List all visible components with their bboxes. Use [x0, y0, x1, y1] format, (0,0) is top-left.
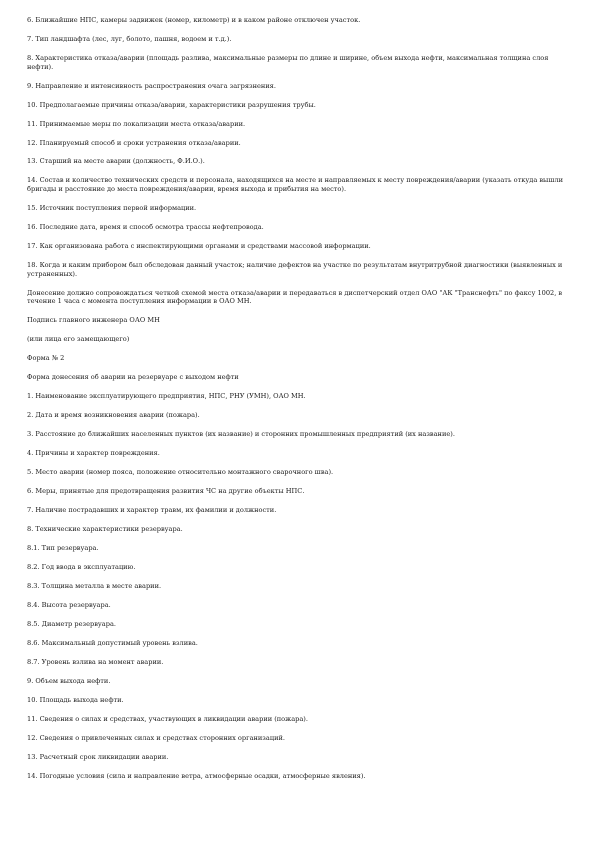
- form2-item-9: 9. Объем выхода нефти.: [27, 676, 111, 685]
- form2-item-8-4: 8.4. Высота резервуара.: [27, 600, 111, 609]
- form2-item-5: 5. Место аварии (номер пояса, положение относительно монтажного сварочного шва).: [27, 468, 334, 477]
- form2-item-3: 3. Расстояние до ближайших населенных пунктов (их название) и сторонних промышленных предприятий (их название).: [27, 430, 455, 439]
- chief-engineer-signature: Подпись главного инженера ОАО МН: [27, 316, 160, 325]
- form2-item-2: 2. Дата и время возникновения аварии (пожара).: [27, 411, 200, 420]
- form2-item-8-2: 8.2. Год ввода в эксплуатацию.: [27, 562, 136, 571]
- report-submission-note: Донесение должно сопровождаться четкой схемой места отказа/аварии и передаваться в диспетчерский отдел ОАО "АК "Транснефть" по факсу 1002, в течение 1 часа с момента поступления информации в ОАО МН.: [27, 288, 563, 306]
- form2-item-8-5: 8.5. Диаметр резервуара.: [27, 619, 116, 628]
- form2-item-13: 13. Расчетный срок ликвидации аварии.: [27, 752, 169, 761]
- form2-item-12: 12. Сведения о привлеченных силах и средствах сторонних организаций.: [27, 733, 285, 742]
- item-8-failure-characteristics: 8. Характеристика отказа/аварии (площадь разлива, максимальные размеры по длине и ширине, объем выхода нефти, максимальная толщина слоя нефти).: [27, 53, 549, 71]
- item-6-nearest-pump-stations: 6. Ближайшие НПС, камеры задвижек (номер, километр) и в каком районе отключен участок.: [27, 16, 361, 24]
- form2-item-8-1: 8.1. Тип резервуара.: [27, 543, 99, 552]
- deputy-note: (или лица его замещающего): [27, 335, 130, 344]
- form2-item-8-3: 8.3. Толщина металла в месте аварии.: [27, 581, 162, 590]
- item-15-information-source: 15. Источник поступления первой информации.: [27, 204, 197, 213]
- item-16-last-inspection: 16. Последние дата, время и способ осмотра трассы нефтепровода.: [27, 223, 264, 232]
- form-number: Форма № 2: [27, 354, 65, 363]
- item-10-presumed-causes: 10. Предполагаемые причины отказа/аварии, характеристики разрушения трубы.: [27, 100, 316, 109]
- form2-item-10: 10. Площадь выхода нефти.: [27, 695, 124, 704]
- form2-item-11: 11. Сведения о силах и средствах, участвующих в ликвидации аварии (пожара).: [27, 714, 308, 723]
- item-12-repair-method: 12. Планируемый способ и сроки устранения отказа/аварии.: [27, 138, 241, 147]
- form2-item-1: 1. Наименование эксплуатирующего предприятия, НПС, РНУ (УМН), ОАО МН.: [27, 392, 306, 401]
- form-title: Форма донесения об аварии на резервуаре с выходом нефти: [27, 373, 239, 382]
- form2-item-4: 4. Причины и характер повреждения.: [27, 449, 160, 458]
- form2-item-14: 14. Погодные условия (сила и направление ветра, атмосферные осадки, атмосферные явления).: [27, 771, 366, 780]
- item-9-spread-direction: 9. Направление и интенсивность распространения очага загрязнения.: [27, 81, 276, 90]
- form2-item-8-6: 8.6. Максимальный допустимый уровень взлива.: [27, 638, 198, 647]
- form2-item-8-7: 8.7. Уровень взлива на момент аварии.: [27, 657, 164, 666]
- item-14-equipment-and-personnel: 14. Состав и количество технических средств и персонала, находящихся на месте и направляемых к месту повреждения/аварии (указать откуда вышли бригады и расстояние до места повреждения/аварии, время выхода и прибытия на место).: [27, 176, 564, 194]
- form2-item-8: 8. Технические характеристики резервуара.: [27, 524, 183, 533]
- item-18-diagnostics: 18. Когда и каким прибором был обследован данный участок; наличие дефектов на участке по результатам внутритрубной диагностики (выявленных и устраненных).: [27, 261, 563, 278]
- item-13-senior-on-site: 13. Старший на месте аварии (должность, Ф.И.О.).: [27, 157, 205, 166]
- form2-item-7: 7. Наличие пострадавших и характер травм, их фамилии и должности.: [27, 506, 277, 514]
- item-11-localization-measures: 11. Принимаемые меры по локализации места отказа/аварии.: [27, 119, 246, 128]
- item-7-landscape-type: 7. Тип ландшафта (лес, луг, болото, пашня, водоем и т.д.).: [27, 34, 232, 43]
- item-17-media-work: 17. Как организована работа с инспектирующими органами и средствами массовой информации.: [27, 242, 371, 251]
- form2-item-6: 6. Меры, принятые для предотвращения развития ЧС на другие объекты НПС.: [27, 487, 305, 496]
